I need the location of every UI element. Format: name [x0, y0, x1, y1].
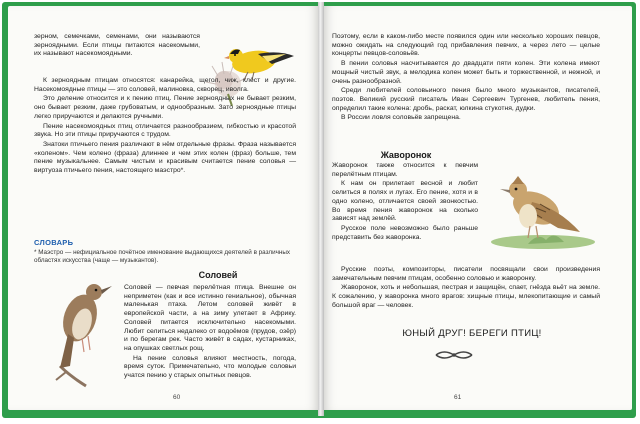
nightingale-illustration — [46, 276, 114, 388]
skylark-illustration — [488, 158, 598, 250]
paragraph: В пении соловья насчитывается до двадцати пяти колен. Эти колена имеют мощный чистый звук, а мелодика колен может быть и торжественной, и нежной, и очень разнообразной. — [332, 60, 600, 85]
book-spine — [318, 2, 324, 416]
right-top-text — [332, 33, 600, 124]
dictionary-title: СЛОВАРЬ — [34, 238, 74, 247]
left-top-text-2 — [34, 77, 296, 177]
paragraph: Русские поэты, композиторы, писатели посвящали свои произведения замечательным певчим птицам, особенно соловью и жаворонку. — [332, 266, 600, 282]
skylark-text-2 — [332, 266, 600, 312]
left-top-text — [34, 33, 200, 60]
paragraph: Среди любителей соловьиного пения было много музыкантов, писателей, поэтов. Великий русский писатель Иван Сергеевич Тургенев, любитель пения, определил такие колена: дробь, раскат, юлкина стукотня, дудки. — [332, 87, 600, 112]
paragraph: Знатоки птичьего пения различают в нём отдельные фразы. Фраза называется «коленом». Чем колено (фраза) длиннее и чем этих колен (фраз) больше, тем пение музыкальнее. Самым чистым и красивым считается пение соловья — виртуоза птичьего пения, настоящего маэстро*. — [34, 140, 296, 175]
paragraph: Это деление относится и к пению птиц. Пение зерноядных не бывает резким, оно бывает резким, даже грубоватым, и однообразным. Зато зерноядные птицы легко приручаются и делаются ручными. — [34, 95, 296, 120]
ornament-divider-icon — [434, 349, 474, 361]
section-title-nightingale: Соловей — [198, 270, 238, 280]
paragraph: К зерноядным птицам относятся: канарейка, щегол, чиж, клёст и другие. Насекомоядные птицы — это соловей, малиновка, скворец, иволга. — [34, 77, 296, 93]
slogan: ЮНЫЙ ДРУГ! БЕРЕГИ ПТИЦ! — [402, 328, 542, 339]
paragraph: Жаворонок, хоть и небольшая, пестрая и защищён, спает, гнёзда вьёт на земле. К сожалению, у жаворонка много врагов: хищные птицы, млекопитающие и самый большой враг — человек. — [332, 284, 600, 309]
page-number-left: 60 — [173, 394, 181, 401]
dictionary-text: * Маэстро — нефициальное почётное именование выдающихся деятелей в различных областях искусства (чаще — музыкантов). — [34, 249, 291, 264]
paragraph: Пение насекомоядных птиц отличается разнообразием, гибкостью и красотой звука. Но эти птицы приручаются с трудом. — [34, 122, 296, 139]
nightingale-text — [124, 284, 296, 382]
right-page — [322, 6, 632, 410]
paragraph: Русское поле невозможно было раньше представить без жаворонка. — [332, 224, 478, 241]
section-title-skylark: Жаворонок — [380, 150, 432, 160]
paragraph: В России ловля соловьёв запрещена. — [341, 114, 461, 122]
page-number-right: 61 — [454, 394, 462, 401]
paragraph: Поэтому, если в каком-либо месте появился один или несколько хороших певцов, можно ожидать на следующий год прибавления певчих, а через лето — целые концерты певцов-соловьёв. — [332, 33, 600, 58]
paragraph: Жаворонок также относится к певчим перелётным птицам. — [332, 162, 478, 178]
paragraph: На пение соловья влияют местность, погода, время суток. Примечательно, что молодые соловьи учатся пению у старых опытных певцов. — [124, 354, 296, 380]
paragraph: К нам он прилетает весной и любит селиться в полях и лугах. Его пение, хотя и в одно колено, отличается своей звонкостью. Во время пения жаворонок на сколько зависят над землёй. — [332, 180, 478, 223]
paragraph: зерном, семечками, семенами, они называются зерноядными. Если птицы питаются насекомыми, их называют насекомоядными. — [34, 33, 200, 58]
skylark-text — [332, 162, 478, 243]
left-page — [8, 6, 320, 410]
paragraph: Соловей — певчая перелётная птица. Внешне он неприметен (как и все истинно гениальное), обычная маленькая птаха. Летом соловей живёт в европейской части, а на зиму улетает в Африку. Соловей питается исключительно насекомыми. Любит селиться недалеко от водоёмов (прудов, озёр) и по берегам рек. Часто живёт в садах, кустарниках, на опушках светлых рощ. — [124, 284, 296, 352]
